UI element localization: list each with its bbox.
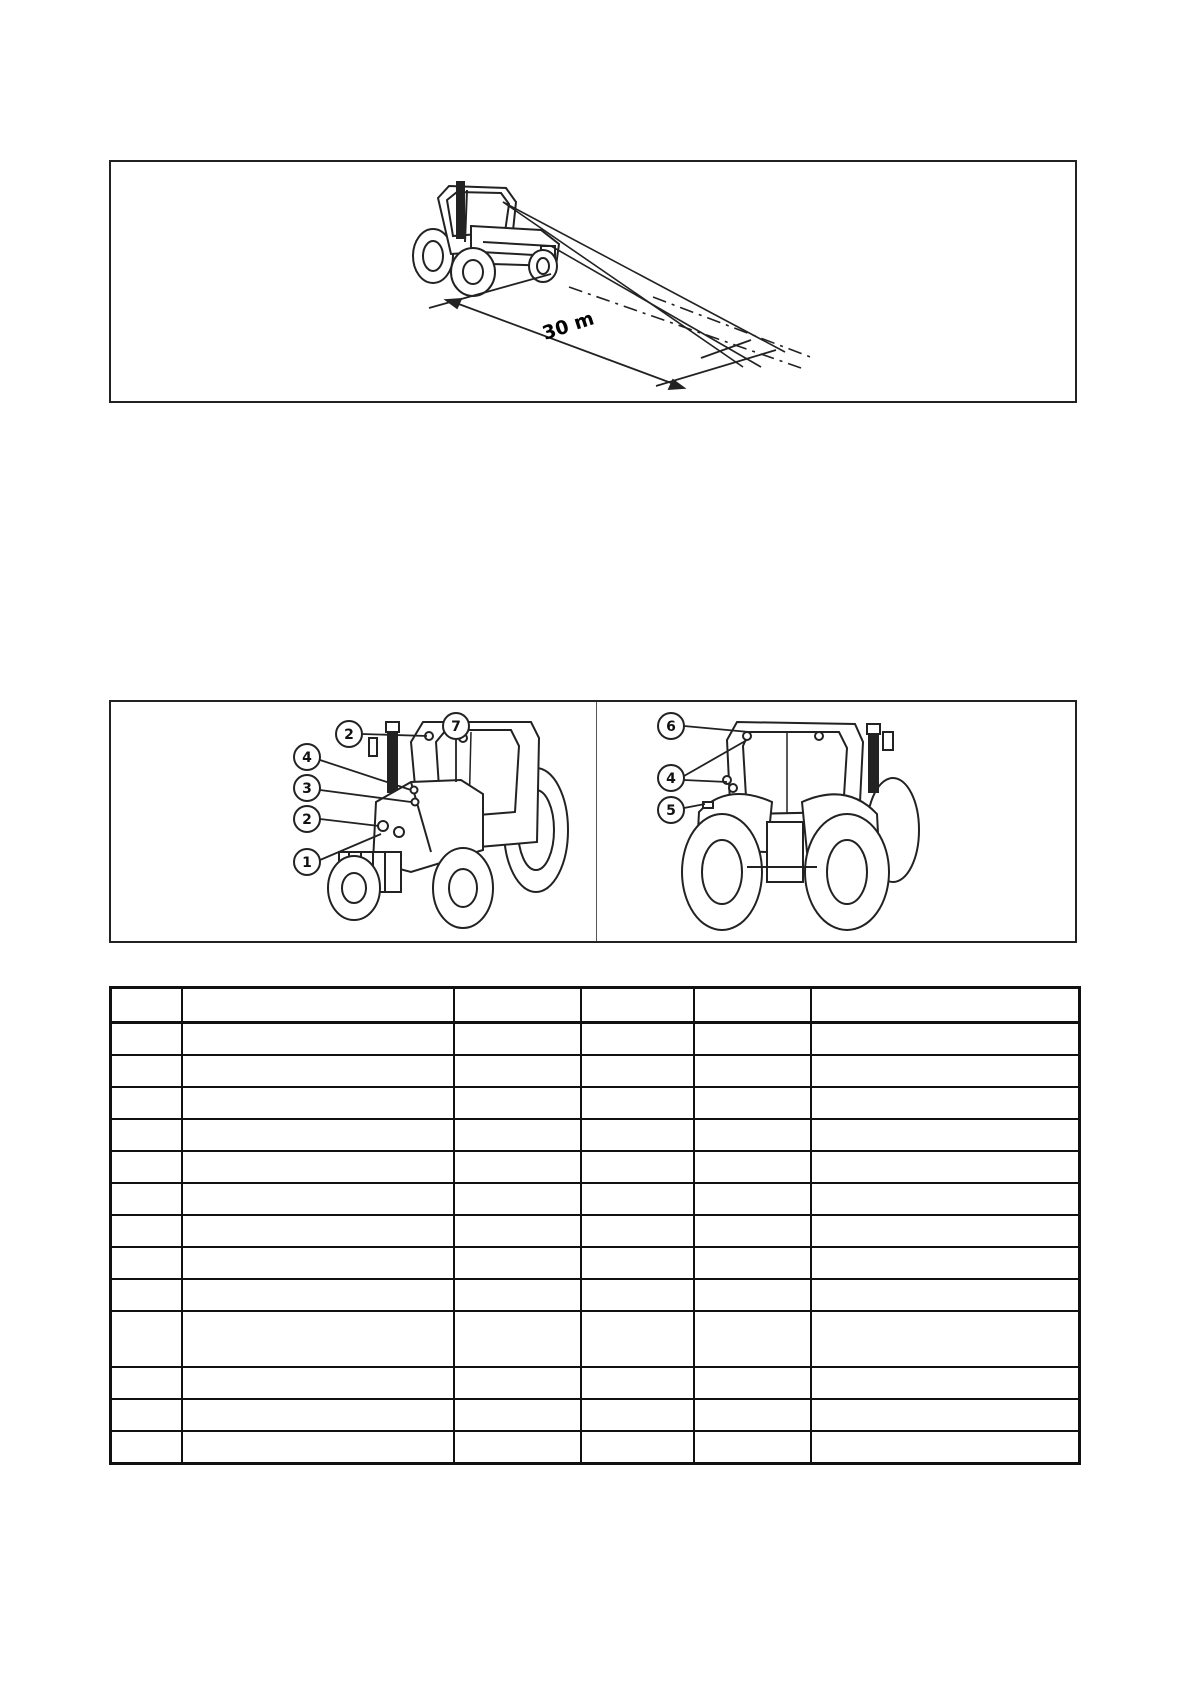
headlight-range-figure: [109, 160, 1077, 403]
tractor-rear-view: [597, 702, 1079, 945]
table-cell: [454, 1215, 581, 1247]
table-row: [111, 1151, 1080, 1183]
table-cell: [694, 1087, 811, 1119]
table-cell: [694, 1023, 811, 1056]
distance-dimension-arrow: [446, 299, 684, 389]
table-cell: [694, 1367, 811, 1399]
table-cell: [182, 1311, 454, 1367]
table-cell: [581, 1247, 694, 1279]
table-cell: [581, 988, 694, 1023]
table-cell: [454, 1151, 581, 1183]
table-cell: [581, 1311, 694, 1367]
table-row: [111, 988, 1080, 1023]
table-cell: [111, 1215, 182, 1247]
svg-text:1: 1: [302, 855, 312, 871]
table-cell: [811, 1311, 1080, 1367]
table-cell: [182, 1023, 454, 1056]
table-cell: [454, 1247, 581, 1279]
table-cell: [694, 1431, 811, 1464]
table-cell: [111, 1399, 182, 1431]
table-cell: [454, 1119, 581, 1151]
table-row: [111, 1279, 1080, 1311]
svg-text:2: 2: [344, 727, 354, 743]
table-cell: [811, 1367, 1080, 1399]
table-cell: [581, 1279, 694, 1311]
table-cell: [581, 1055, 694, 1087]
table-cell: [581, 1087, 694, 1119]
table-row: [111, 1215, 1080, 1247]
table-cell: [182, 1399, 454, 1431]
table-cell: [581, 1183, 694, 1215]
table-cell: [694, 988, 811, 1023]
table-cell: [111, 1087, 182, 1119]
table-cell: [694, 1279, 811, 1311]
table-cell: [182, 1087, 454, 1119]
table-cell: [182, 1119, 454, 1151]
table-cell: [811, 1279, 1080, 1311]
svg-text:4: 4: [666, 771, 676, 787]
table-cell: [694, 1311, 811, 1367]
table-cell: [811, 1399, 1080, 1431]
table-cell: [811, 1023, 1080, 1056]
table-cell: [182, 1431, 454, 1464]
table-cell: [694, 1183, 811, 1215]
svg-text:4: 4: [302, 750, 312, 766]
table-cell: [111, 1023, 182, 1056]
light-positions-figure: [109, 700, 1077, 943]
table-cell: [581, 1215, 694, 1247]
lights-table: [109, 986, 1081, 1465]
table-cell: [454, 1311, 581, 1367]
table-cell: [694, 1055, 811, 1087]
table-cell: [811, 988, 1080, 1023]
table-row: [111, 1247, 1080, 1279]
distance-label: 30 m: [539, 307, 597, 345]
table-cell: [111, 1279, 182, 1311]
svg-text:5: 5: [666, 803, 676, 819]
table-cell: [182, 1151, 454, 1183]
callout-2-lower: [294, 806, 379, 832]
table-cell: [811, 1119, 1080, 1151]
table-cell: [454, 1367, 581, 1399]
table-cell: [111, 1367, 182, 1399]
table-row: [111, 1431, 1080, 1464]
table-cell: [811, 1215, 1080, 1247]
tractor-beam-drawing: [111, 162, 1079, 405]
table-cell: [811, 1055, 1080, 1087]
table-cell: [111, 1183, 182, 1215]
table-row: [111, 1367, 1080, 1399]
table-row: [111, 1087, 1080, 1119]
table-cell: [111, 988, 182, 1023]
table-cell: [581, 1023, 694, 1056]
table-cell: [581, 1431, 694, 1464]
table-cell: [811, 1151, 1080, 1183]
table-cell: [811, 1431, 1080, 1464]
table-cell: [694, 1151, 811, 1183]
table-cell: [111, 1311, 182, 1367]
table-cell: [454, 1055, 581, 1087]
tractor-illustration: [413, 182, 559, 296]
table-cell: [182, 1279, 454, 1311]
table-cell: [182, 1055, 454, 1087]
table-cell: [182, 1183, 454, 1215]
table-cell: [111, 1431, 182, 1464]
table-cell: [111, 1151, 182, 1183]
table-cell: [182, 1215, 454, 1247]
table-cell: [111, 1119, 182, 1151]
table-body: [111, 988, 1080, 1464]
table-cell: [454, 1431, 581, 1464]
svg-text:6: 6: [666, 719, 676, 735]
table-cell: [454, 988, 581, 1023]
svg-text:2: 2: [302, 812, 312, 828]
table-cell: [111, 1055, 182, 1087]
table-cell: [811, 1247, 1080, 1279]
table-cell: [454, 1183, 581, 1215]
table-cell: [581, 1151, 694, 1183]
svg-text:3: 3: [302, 781, 312, 797]
table-cell: [811, 1183, 1080, 1215]
table-cell: [454, 1399, 581, 1431]
table-cell: [182, 1247, 454, 1279]
table-cell: [454, 1087, 581, 1119]
table-cell: [581, 1367, 694, 1399]
svg-text:7: 7: [451, 719, 461, 735]
table-cell: [454, 1023, 581, 1056]
table-row: [111, 1183, 1080, 1215]
table-cell: [182, 988, 454, 1023]
table-cell: [581, 1119, 694, 1151]
table-row: [111, 1023, 1080, 1056]
table-cell: [694, 1247, 811, 1279]
table-cell: [694, 1399, 811, 1431]
table-row: [111, 1399, 1080, 1431]
tractor-front-view: [111, 702, 595, 945]
table-cell: [454, 1279, 581, 1311]
table-cell: [182, 1367, 454, 1399]
table-row: [111, 1055, 1080, 1087]
table-row: [111, 1119, 1080, 1151]
table-cell: [694, 1215, 811, 1247]
table-cell: [581, 1399, 694, 1431]
table-row: [111, 1311, 1080, 1367]
table-cell: [811, 1087, 1080, 1119]
table-cell: [694, 1119, 811, 1151]
table-cell: [111, 1247, 182, 1279]
